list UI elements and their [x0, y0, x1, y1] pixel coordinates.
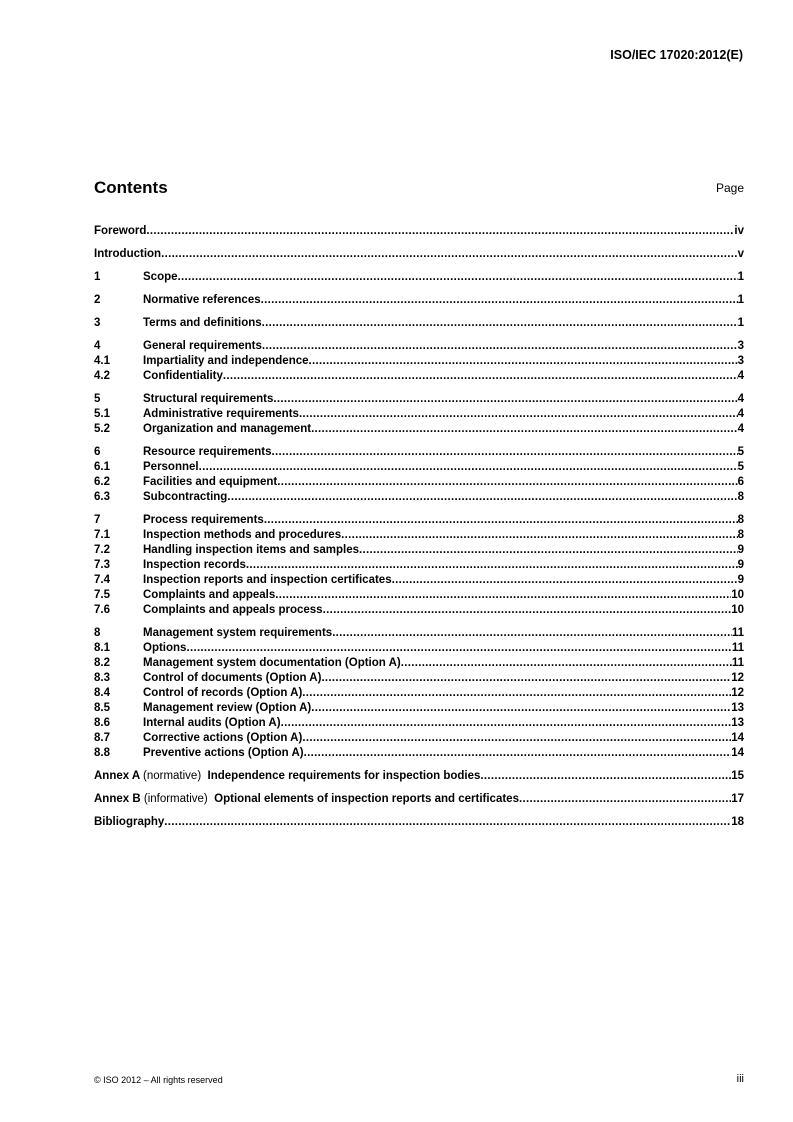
toc-leader-dots [264, 513, 738, 528]
toc-entry-number: 6.3 [94, 491, 110, 503]
toc-entry-title: Structural requirements [143, 393, 274, 405]
toc-entry-page: 3 [737, 340, 744, 352]
toc-entry-page: 6 [737, 476, 744, 488]
toc-entry[interactable] [94, 626, 744, 641]
toc-leader-dots [401, 656, 732, 671]
toc-entry-page: v [737, 248, 744, 260]
toc-entry-number: 7.2 [94, 544, 110, 556]
toc-entry[interactable] [94, 558, 744, 573]
toc-entry-title: Normative references [143, 294, 261, 306]
toc-entry-number: 8.3 [94, 672, 110, 684]
toc-entry-number: 6.2 [94, 476, 110, 488]
toc-entry[interactable] [94, 490, 744, 505]
toc-entry-number: 8.4 [94, 687, 110, 699]
toc-leader-dots [302, 686, 731, 701]
toc-leader-dots [299, 407, 738, 422]
toc-leader-dots [392, 573, 738, 588]
toc-entry-page: 13 [731, 702, 744, 714]
toc-leader-dots [227, 490, 737, 505]
toc-entry-page: 9 [737, 559, 744, 571]
toc-entry-page: 4 [737, 370, 744, 382]
toc-leader-dots [341, 528, 738, 543]
toc-leader-dots [281, 716, 732, 731]
toc-entry-title: Facilities and equipment [143, 476, 278, 488]
toc-entry-number: 4.2 [94, 370, 110, 382]
toc-entry-title: Management system documentation (Option A) [143, 657, 401, 669]
toc-entry[interactable] [94, 701, 744, 716]
toc-leader-dots [262, 316, 738, 331]
toc-entry-page: 17 [731, 793, 744, 805]
toc-entry-title: Internal audits (Option A) [143, 717, 281, 729]
annex-label: Annex B [94, 793, 141, 805]
toc-entry[interactable] [94, 671, 744, 686]
toc-entry-page: 9 [737, 544, 744, 556]
toc-entry-page: 11 [731, 657, 744, 669]
toc-entry-title [94, 792, 519, 807]
toc-entry-page: 5 [737, 446, 744, 458]
toc-entry-title: Management system requirements [143, 627, 333, 639]
toc-leader-dots [321, 671, 731, 686]
toc-entry-number: 3 [94, 317, 101, 329]
toc-leader-dots [519, 792, 731, 807]
toc-entry[interactable] [94, 528, 744, 543]
toc-entry[interactable] [94, 731, 744, 746]
toc-leader-dots [323, 603, 732, 618]
toc-entry-title: Inspection methods and procedures [143, 529, 342, 541]
toc-leader-dots [311, 422, 738, 437]
toc-group-spacer [94, 618, 744, 626]
toc-group-spacer [94, 505, 744, 513]
toc-group-spacer [94, 308, 744, 316]
toc-leader-dots [271, 445, 737, 460]
toc-entry-title: Complaints and appeals process [143, 604, 323, 616]
contents-title: Contents [94, 178, 168, 197]
toc-entry-title: Scope [143, 271, 178, 283]
toc-entry-number: 5 [94, 393, 101, 405]
toc-entry-number: 7.3 [94, 559, 110, 571]
toc-entry-page: 11 [731, 627, 744, 639]
annex-label: Annex A [94, 770, 140, 782]
toc-entry-number: 6.1 [94, 461, 110, 473]
toc-entry[interactable] [94, 656, 744, 671]
toc-group-spacer [94, 331, 744, 339]
toc-entry-page: 5 [737, 461, 744, 473]
annex-qualifier: (informative) [143, 793, 208, 805]
toc-entry[interactable] [94, 270, 744, 285]
toc-entry-number: 7.4 [94, 574, 110, 586]
toc-entry[interactable] [94, 792, 744, 807]
document-id: ISO/IEC 17020:2012(E) [610, 48, 743, 62]
toc-leader-dots [223, 369, 738, 384]
toc-entry[interactable] [94, 513, 744, 528]
annex-qualifier: (normative) [143, 770, 202, 782]
toc-entry-page: 8 [737, 529, 744, 541]
toc-entry-number: 6 [94, 446, 101, 458]
toc-entry[interactable] [94, 641, 744, 656]
toc-entry-page: 3 [737, 355, 744, 367]
toc-entry-page: 8 [737, 491, 744, 503]
toc-entry-number: 4.1 [94, 355, 110, 367]
toc-entry-page: 18 [731, 816, 744, 828]
toc-entry-title: Inspection records [143, 559, 246, 571]
toc-entry[interactable] [94, 316, 744, 331]
toc-entry-number: 8.5 [94, 702, 110, 714]
toc-entry-page: 9 [737, 574, 744, 586]
toc-entry-title: Resource requirements [143, 446, 272, 458]
toc-entry[interactable] [94, 293, 744, 308]
toc-leader-dots [302, 731, 731, 746]
toc-entry[interactable] [94, 543, 744, 558]
toc-entry-page: 1 [737, 294, 744, 306]
toc-leader-dots [311, 701, 731, 716]
toc-leader-dots [186, 641, 731, 656]
toc-entry[interactable] [94, 603, 744, 618]
toc-entry-number: 7.5 [94, 589, 110, 601]
toc-leader-dots [332, 626, 732, 641]
toc-entry-title: General requirements [143, 340, 262, 352]
toc-entry-number: 2 [94, 294, 101, 306]
toc-entry-number: 7.6 [94, 604, 110, 616]
toc-entry-title: Bibliography [94, 816, 165, 828]
toc-leader-dots [164, 815, 731, 830]
toc-entry-page: 1 [737, 271, 744, 283]
toc-entry-page: 15 [731, 770, 744, 782]
copyright-footer: © ISO 2012 – All rights reserved [94, 1075, 223, 1085]
toc-entry-title: Administrative requirements [143, 408, 299, 420]
toc-entry[interactable] [94, 573, 744, 588]
toc-entry-page: 8 [737, 514, 744, 526]
toc-entry-page: 12 [731, 687, 744, 699]
toc-leader-dots [146, 224, 734, 239]
toc-entry-page: 12 [731, 672, 744, 684]
toc-leader-dots [275, 588, 731, 603]
toc-entry[interactable] [94, 769, 744, 784]
toc-leader-dots [261, 293, 738, 308]
toc-entry[interactable] [94, 369, 744, 384]
toc-entry-page: 10 [731, 604, 744, 616]
toc-leader-dots [178, 270, 738, 285]
toc-leader-dots [359, 543, 738, 558]
toc-entry-title: Preventive actions (Option A) [143, 747, 304, 759]
toc-entry-number: 8 [94, 627, 101, 639]
toc-entry-number: 8.7 [94, 732, 110, 744]
toc-entry-number: 8.8 [94, 747, 110, 759]
toc-entry[interactable] [94, 407, 744, 422]
toc-entry-title: Options [143, 642, 187, 654]
toc-entry-title: Confidentiality [143, 370, 223, 382]
toc-entry-page: 1 [737, 317, 744, 329]
toc-entry[interactable] [94, 445, 744, 460]
toc-group-spacer [94, 784, 744, 792]
toc-leader-dots [262, 339, 738, 354]
toc-entry-page: 4 [737, 408, 744, 420]
toc-leader-dots [246, 558, 738, 573]
toc-entry-title: Management review (Option A) [143, 702, 312, 714]
toc-entry-number: 4 [94, 340, 101, 352]
toc-entry-number: 8.6 [94, 717, 110, 729]
toc-entry-page: 4 [737, 423, 744, 435]
toc-leader-dots [277, 475, 737, 490]
toc-group-spacer [94, 384, 744, 392]
toc-entry-title: Impartiality and independence [143, 355, 309, 367]
toc-entry-number: 8.2 [94, 657, 110, 669]
toc-entry[interactable] [94, 460, 744, 475]
toc-entry[interactable] [94, 354, 744, 369]
toc-leader-dots [273, 392, 737, 407]
toc-entry-page: 14 [731, 747, 744, 759]
toc-entry-title [94, 769, 480, 784]
toc-entry-page: 13 [731, 717, 744, 729]
toc-entry[interactable] [94, 392, 744, 407]
toc-entry[interactable] [94, 224, 744, 239]
toc-entry-number: 1 [94, 271, 101, 283]
toc-group-spacer [94, 262, 744, 270]
toc-entry[interactable] [94, 686, 744, 701]
toc-entry[interactable] [94, 339, 744, 354]
toc-entry-title: Control of documents (Option A) [143, 672, 322, 684]
toc-entry-page: 4 [737, 393, 744, 405]
toc-leader-dots [304, 746, 732, 761]
toc-entry-title: Control of records (Option A) [143, 687, 303, 699]
toc-entry-title: Organization and management [143, 423, 312, 435]
toc-group-spacer [94, 239, 744, 247]
footer-page-number: iii [736, 1073, 744, 1085]
toc-entry-title: Process requirements [143, 514, 264, 526]
toc-entry-title: Personnel [143, 461, 199, 473]
annex-title: Optional elements of inspection reports and certificates [214, 793, 519, 805]
toc-entry-title: Complaints and appeals [143, 589, 276, 601]
toc-leader-dots [309, 354, 738, 369]
toc-leader-dots [161, 247, 738, 262]
table-of-contents [94, 224, 744, 830]
toc-entry-number: 7 [94, 514, 101, 526]
toc-leader-dots [480, 769, 731, 784]
page-column-label: Page [715, 181, 744, 195]
toc-entry-page: iv [734, 225, 744, 237]
toc-group-spacer [94, 285, 744, 293]
toc-entry[interactable] [94, 422, 744, 437]
toc-entry[interactable] [94, 475, 744, 490]
toc-group-spacer [94, 437, 744, 445]
toc-entry-title: Terms and definitions [143, 317, 262, 329]
toc-entry-title: Introduction [94, 248, 162, 260]
toc-entry-title: Corrective actions (Option A) [143, 732, 303, 744]
toc-entry-number: 7.1 [94, 529, 110, 541]
toc-entry-page: 14 [731, 732, 744, 744]
toc-entry-number: 8.1 [94, 642, 110, 654]
toc-entry-title: Subcontracting [143, 491, 228, 503]
toc-group-spacer [94, 761, 744, 769]
toc-entry[interactable] [94, 746, 744, 761]
toc-entry[interactable] [94, 247, 744, 262]
toc-entry-title: Inspection reports and inspection certificates [143, 574, 392, 586]
toc-entry-number: 5.2 [94, 423, 110, 435]
annex-title: Independence requirements for inspection bodies [207, 770, 481, 782]
toc-entry-page: 10 [731, 589, 744, 601]
toc-entry[interactable] [94, 716, 744, 731]
toc-entry[interactable] [94, 815, 744, 830]
toc-group-spacer [94, 807, 744, 815]
toc-entry-number: 5.1 [94, 408, 110, 420]
toc-entry-title: Foreword [94, 225, 147, 237]
toc-entry-page: 11 [731, 642, 744, 654]
toc-entry-title: Handling inspection items and samples [143, 544, 359, 556]
toc-leader-dots [199, 460, 738, 475]
toc-entry[interactable] [94, 588, 744, 603]
